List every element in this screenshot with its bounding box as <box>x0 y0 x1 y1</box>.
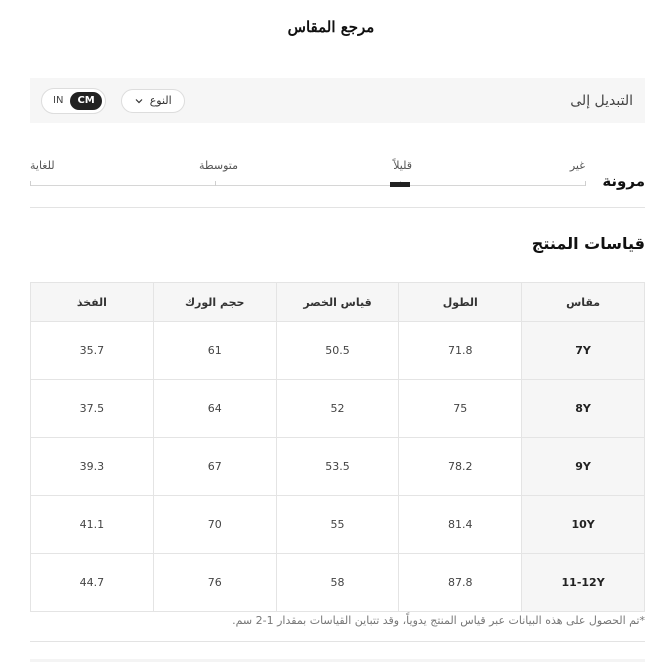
size-cell: 10Y <box>522 496 645 554</box>
size-cell: 9Y <box>522 438 645 496</box>
hip-cell: 64 <box>153 380 276 438</box>
length-cell: 71.8 <box>399 322 522 380</box>
hip-cell: 70 <box>153 496 276 554</box>
section-divider <box>30 207 645 208</box>
length-cell: 75 <box>399 380 522 438</box>
table-header-row <box>31 283 645 322</box>
table-row <box>31 496 645 554</box>
unit-cm-option[interactable]: CM <box>70 92 101 110</box>
product-sizes-title: قياسات المنتج <box>531 234 645 253</box>
length-cell: 81.4 <box>399 496 522 554</box>
thigh-cell: 44.7 <box>31 554 154 612</box>
table-row <box>31 438 645 496</box>
length-cell: 78.2 <box>399 438 522 496</box>
hip-cell: 76 <box>153 554 276 612</box>
stretch-tick <box>585 181 586 186</box>
header-waist: قياس الخصر <box>276 283 399 322</box>
stretch-level-high: للغاية <box>30 159 55 172</box>
measurement-footnote: *تم الحصول على هذه البيانات عبر قياس المنتج يدوياً، وقد تتباين القياسات بمقدار 1-2 سم. <box>232 614 645 627</box>
table-row <box>31 380 645 438</box>
page-title: مرجع المقاس <box>287 18 375 36</box>
switch-to-label: التبديل إلى <box>570 92 633 109</box>
header-thigh: الفخذ <box>31 283 154 322</box>
stretch-scale <box>30 159 585 189</box>
chevron-down-icon <box>134 96 144 106</box>
waist-cell: 58 <box>276 554 399 612</box>
hip-cell: 61 <box>153 322 276 380</box>
thigh-cell: 41.1 <box>31 496 154 554</box>
stretch-level-medium: متوسطة <box>198 159 238 172</box>
stretch-tick <box>215 181 216 186</box>
header-size: مقاس <box>522 283 645 322</box>
stretch-tick <box>30 181 31 186</box>
stretch-level-none: غير <box>569 159 585 172</box>
stretch-title: مرونة <box>602 172 645 190</box>
footer-divider <box>30 641 645 642</box>
waist-cell: 53.5 <box>276 438 399 496</box>
thigh-cell: 39.3 <box>31 438 154 496</box>
waist-cell: 50.5 <box>276 322 399 380</box>
size-cell: 7Y <box>522 322 645 380</box>
unit-toggle[interactable] <box>41 88 106 114</box>
thigh-cell: 35.7 <box>31 322 154 380</box>
header-hip: حجم الورك <box>153 283 276 322</box>
thigh-cell: 37.5 <box>31 380 154 438</box>
size-cell: 11-12Y <box>522 554 645 612</box>
type-dropdown-value: النوع <box>149 94 172 107</box>
header-length: الطول <box>399 283 522 322</box>
stretch-level-marker <box>390 182 410 187</box>
length-cell: 87.8 <box>399 554 522 612</box>
unit-switch-bar <box>30 78 645 123</box>
table-row <box>31 322 645 380</box>
stretch-scale-line <box>30 185 585 186</box>
stretch-level-slight: قليلاً <box>393 159 412 172</box>
hip-cell: 67 <box>153 438 276 496</box>
waist-cell: 52 <box>276 380 399 438</box>
size-table <box>30 282 645 612</box>
waist-cell: 55 <box>276 496 399 554</box>
type-dropdown[interactable] <box>121 89 185 113</box>
size-cell: 8Y <box>522 380 645 438</box>
unit-in-option[interactable]: IN <box>53 94 64 106</box>
table-row <box>31 554 645 612</box>
switch-controls <box>41 88 185 114</box>
